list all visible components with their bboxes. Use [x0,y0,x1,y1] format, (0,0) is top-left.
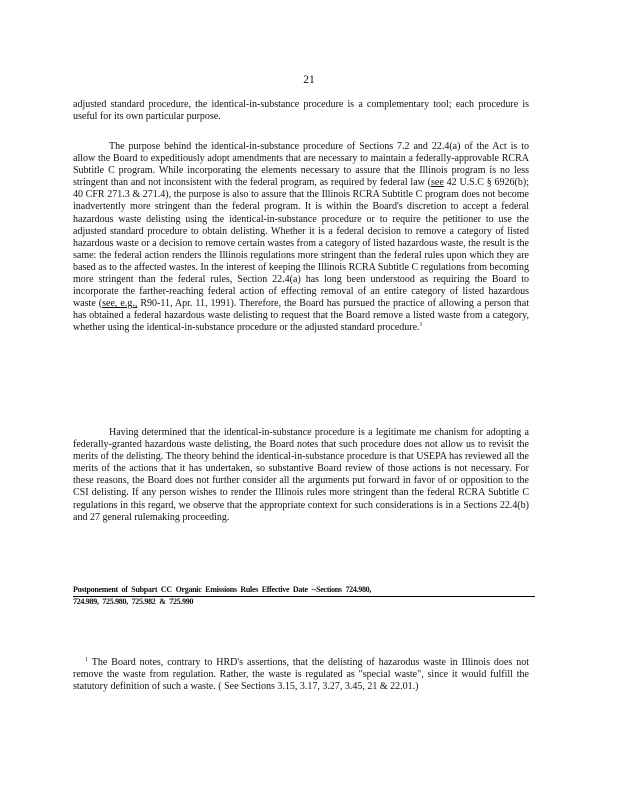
footnote-mark: 1 [85,657,88,663]
citation-see-eg: see, e.g., [102,298,138,310]
citation-see: see [431,177,444,189]
paragraph-2-part-b: 42 U.S.C § 6926(b); 40 CFR 271.3 & 271.4), the purpose is also to assure that the Illinois RCRA Subtitle C program does not become inadvertently more stringent than the federal program. It is within the Board's discretion to accept a federal hazardous waste delisting using the identical-in-substance procedure or to require the petitioner to use the adjusted standard procedure to obtain delisting. Whether it is a federal decision to remove a category of listed hazardous waste or a decision to remove certain wastes from a category of listed hazardous waste, the result is the same: the federal action renders the Illinois regulations more stringent than the federal rules upon which they are based as to the affected wastes. In the interest of keeping the Illinois RCRA Subtitle C regulations from becoming more stringent than the federal rules, Section 22.4(a) has long been understood as requiring the Board to incorporate the farther-reaching federal action of effecting removal of an entire category of listed hazardous waste ( [73,177,529,310]
paragraph-2-part-a: The purpose behind the identical-in-substance procedure of Sections 7.2 and 22.4(a) of the Act is to allow the Board to expeditiously adopt amendments that are necessary to maintain a federally-approvable RCRA Subtitle C program. While incorporating the elements necessary to assure that the Illinois program is no less stringent than and not inconsistent with the federal program, as required by federal law ( [73,141,529,189]
footnote-reference: 1 [419,322,423,329]
footnote-text: The Board notes, contrary to HRD's assertions, that the delisting of hazarodus waste in Illinois does not remove the waste from regulation. Rather, the waste is regulated as "special waste", since it would fulfill the statutory definition of such a waste. ( See Sections 3.15, 3.17, 3.27, 3.45, 21 & 22.01.) [73,657,529,693]
header-divider [73,596,535,597]
running-header-line-1: Postponement of Subpart CC Organic Emissions Rules Effective Date --Sections 724.980, [73,585,372,594]
footnote [73,657,529,693]
paragraph-3: Having determined that the identical-in-substance procedure is a legitimate me chanism for adopting a federally-granted hazardous waste delisting, the Board notes that such procedure does not allow us to revisit the merits of the delisting. The theory behind the identical-in-substance procedure is that USEPA has reviewed all the merits of the actions that it has undertaken, so substantive Board review of those actions is not necessary. For these reasons, the Board does not further consider all the arguments put forward in favor of or opposition to the CSI delisting. If any person wishes to render the Illinois rules more stringent than the federal RCRA Subtitle C regulations in this regard, we observe that the appropriate context for such considerations is in a Sections 22.4(b) and 27 general rulemaking proceeding. [73,427,529,523]
page-number: 21 [303,74,315,86]
running-header-line-2: 724.989, 725.980, 725.982 & 725.990 [73,596,194,606]
paragraph-2-part-c: R90-11, Apr. 11, 1991). Therefore, the Board has pursued the practice of allowing a person that has obtained a federal hazardous waste delisting to request that the Board remove a listed waste from a category, whether using the identical-in-substance procedure or the adjusted standard procedure. [73,298,529,334]
paragraph-2 [73,141,529,335]
paragraph-1: adjusted standard procedure, the identical-in-substance procedure is a complementary tool; each procedure is useful for its own particular purpose. [73,99,529,123]
